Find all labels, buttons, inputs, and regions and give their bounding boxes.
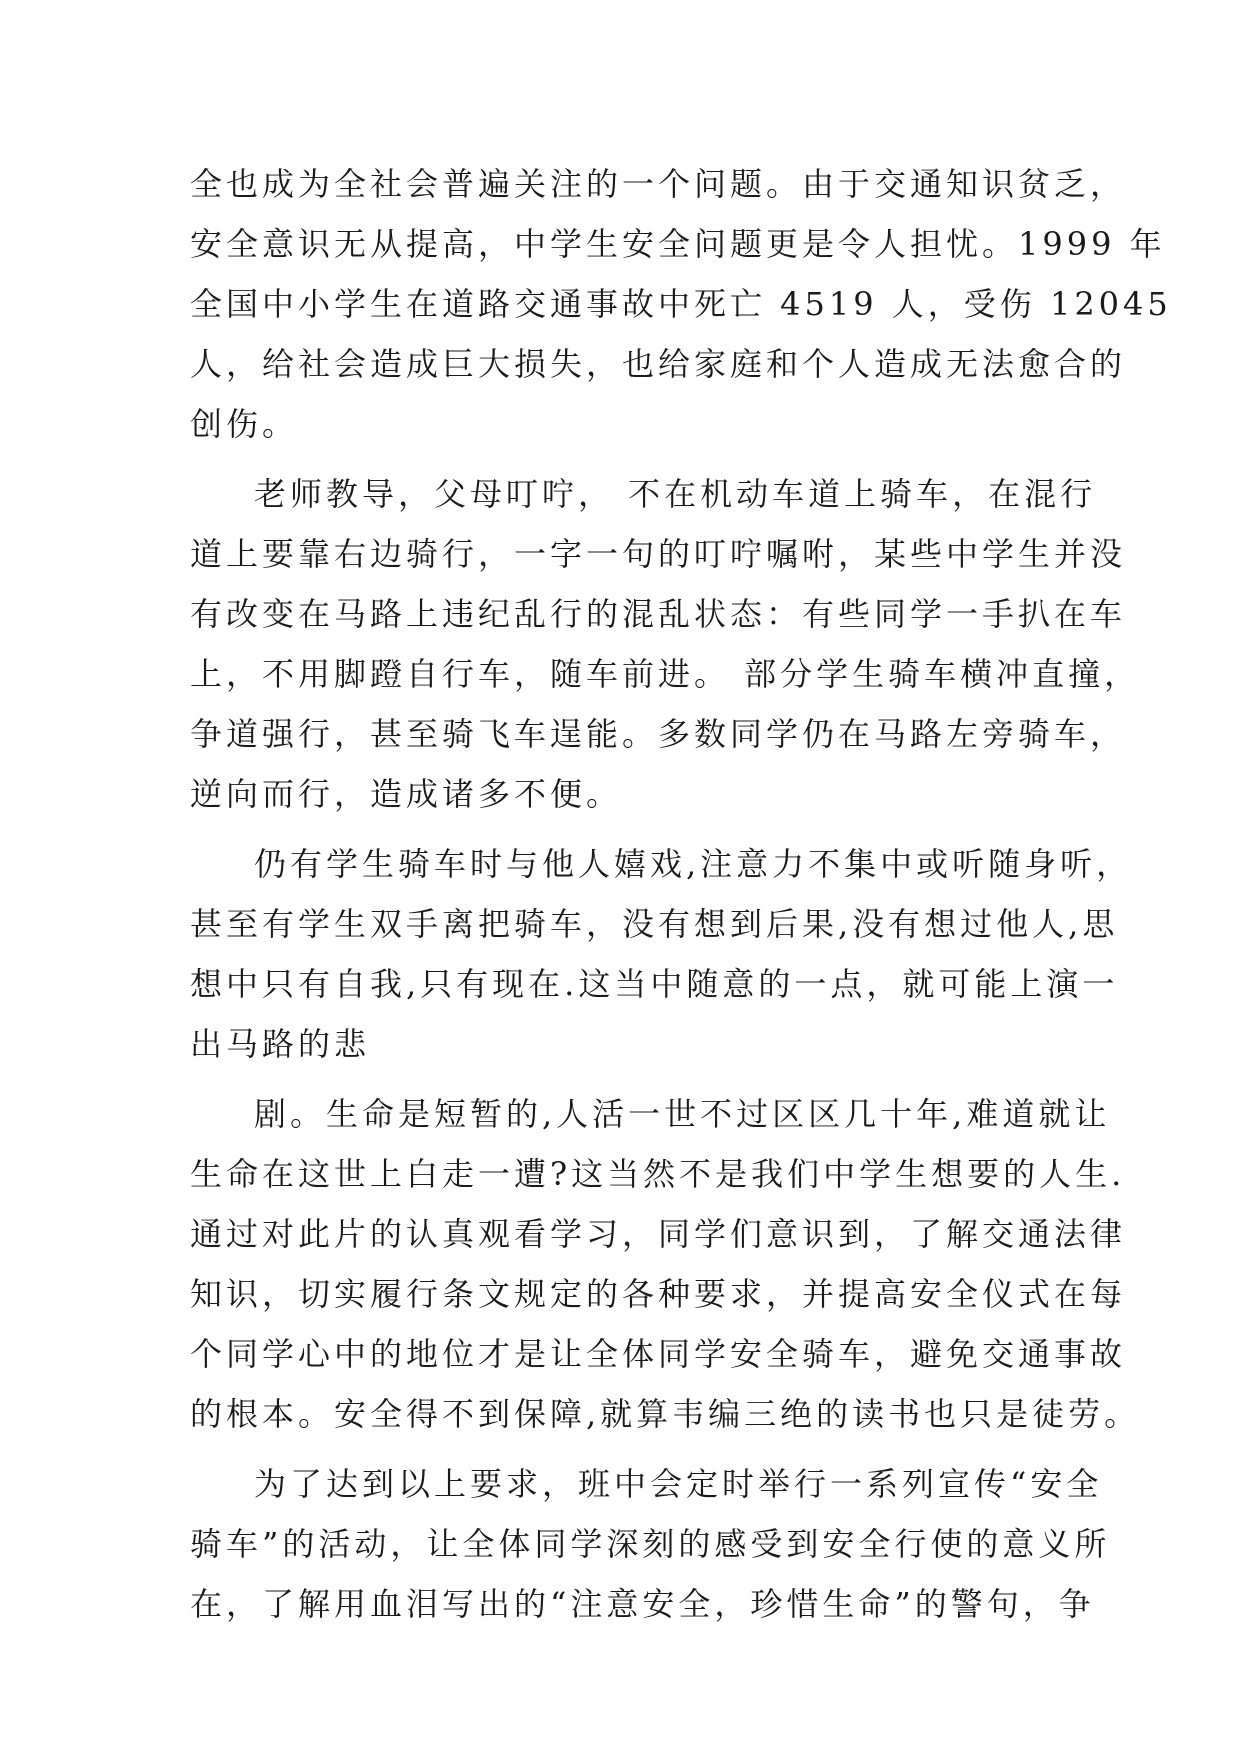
text-line: 仍有学生骑车时与他人嬉戏,注意力不集中或听随身听， xyxy=(254,845,1133,883)
paragraph-1 xyxy=(190,154,1172,454)
paragraph-3 xyxy=(190,834,1133,1074)
text-line: 道上要靠右边骑行，一字一句的叮咛嘱咐，某些中学生并没 xyxy=(190,535,1127,573)
text-line: 老师教导，父母叮咛， 不在机动车道上骑车，在混行 xyxy=(254,475,1097,513)
text-line: 上，不用脚蹬自行车，随车前进。 部分学生骑车横冲直撞， xyxy=(190,655,1141,693)
text-line: 逆向而行，造成诸多不便。 xyxy=(190,775,623,813)
text-line: 全也成为全社会普遍关注的一个问题。由于交通知识贫乏， xyxy=(190,165,1127,203)
paragraph-4 xyxy=(190,1084,1141,1444)
text-line: 知识，切实履行条文规定的各种要求，并提高安全仪式在每 xyxy=(190,1275,1127,1313)
text-line: 出马路的悲 xyxy=(190,1025,371,1063)
text-line: 想中只有自我,只有现在.这当中随意的一点，就可能上演一 xyxy=(190,965,1119,1003)
text-line: 个同学心中的地位才是让全体同学安全骑车，避免交通事故 xyxy=(190,1335,1127,1373)
body-text xyxy=(190,154,1172,1634)
paragraph-gap xyxy=(190,1444,1070,1454)
text-line: 创伤。 xyxy=(190,405,299,443)
text-line: 甚至有学生双手离把骑车，没有想到后果,没有想过他人,思 xyxy=(190,905,1119,943)
text-line: 有改变在马路上违纪乱行的混乱状态：有些同学一手扒在车 xyxy=(190,595,1127,633)
paragraph-2 xyxy=(190,464,1141,824)
text-line: 骑车”的活动，让全体同学深刻的感受到安全行使的意义所 xyxy=(190,1525,1111,1563)
text-line: 生命在这世上白走一遭?这当然不是我们中学生想要的人生. xyxy=(190,1155,1126,1193)
paragraph-gap xyxy=(190,454,1070,464)
paragraph-gap xyxy=(190,824,1070,834)
text-line: 安全意识无从提高，中学生安全问题更是令人担忧。1999 年 xyxy=(190,225,1166,263)
text-line: 的根本。安全得不到保障,就算韦编三绝的读书也只是徒劳。 xyxy=(190,1395,1141,1433)
text-line: 争道强行，甚至骑飞车逞能。多数同学仍在马路左旁骑车， xyxy=(190,715,1127,753)
paragraph-gap xyxy=(190,1074,1070,1084)
text-line: 在，了解用血泪写出的“注意安全，珍惜生命”的警句，争 xyxy=(190,1585,1095,1623)
text-line: 全国中小学生在道路交通事故中死亡 4519 人，受伤 12045 xyxy=(190,285,1172,323)
paragraph-5 xyxy=(190,1454,1111,1634)
text-line: 人，给社会造成巨大损失，也给家庭和个人造成无法愈合的 xyxy=(190,345,1127,383)
text-line: 通过对此片的认真观看学习，同学们意识到，了解交通法律 xyxy=(190,1215,1127,1253)
text-line: 为了达到以上要求，班中会定时举行一系列宣传“安全 xyxy=(254,1465,1103,1503)
text-line: 剧。生命是短暂的,人活一世不过区区几十年,难道就让 xyxy=(254,1095,1111,1133)
